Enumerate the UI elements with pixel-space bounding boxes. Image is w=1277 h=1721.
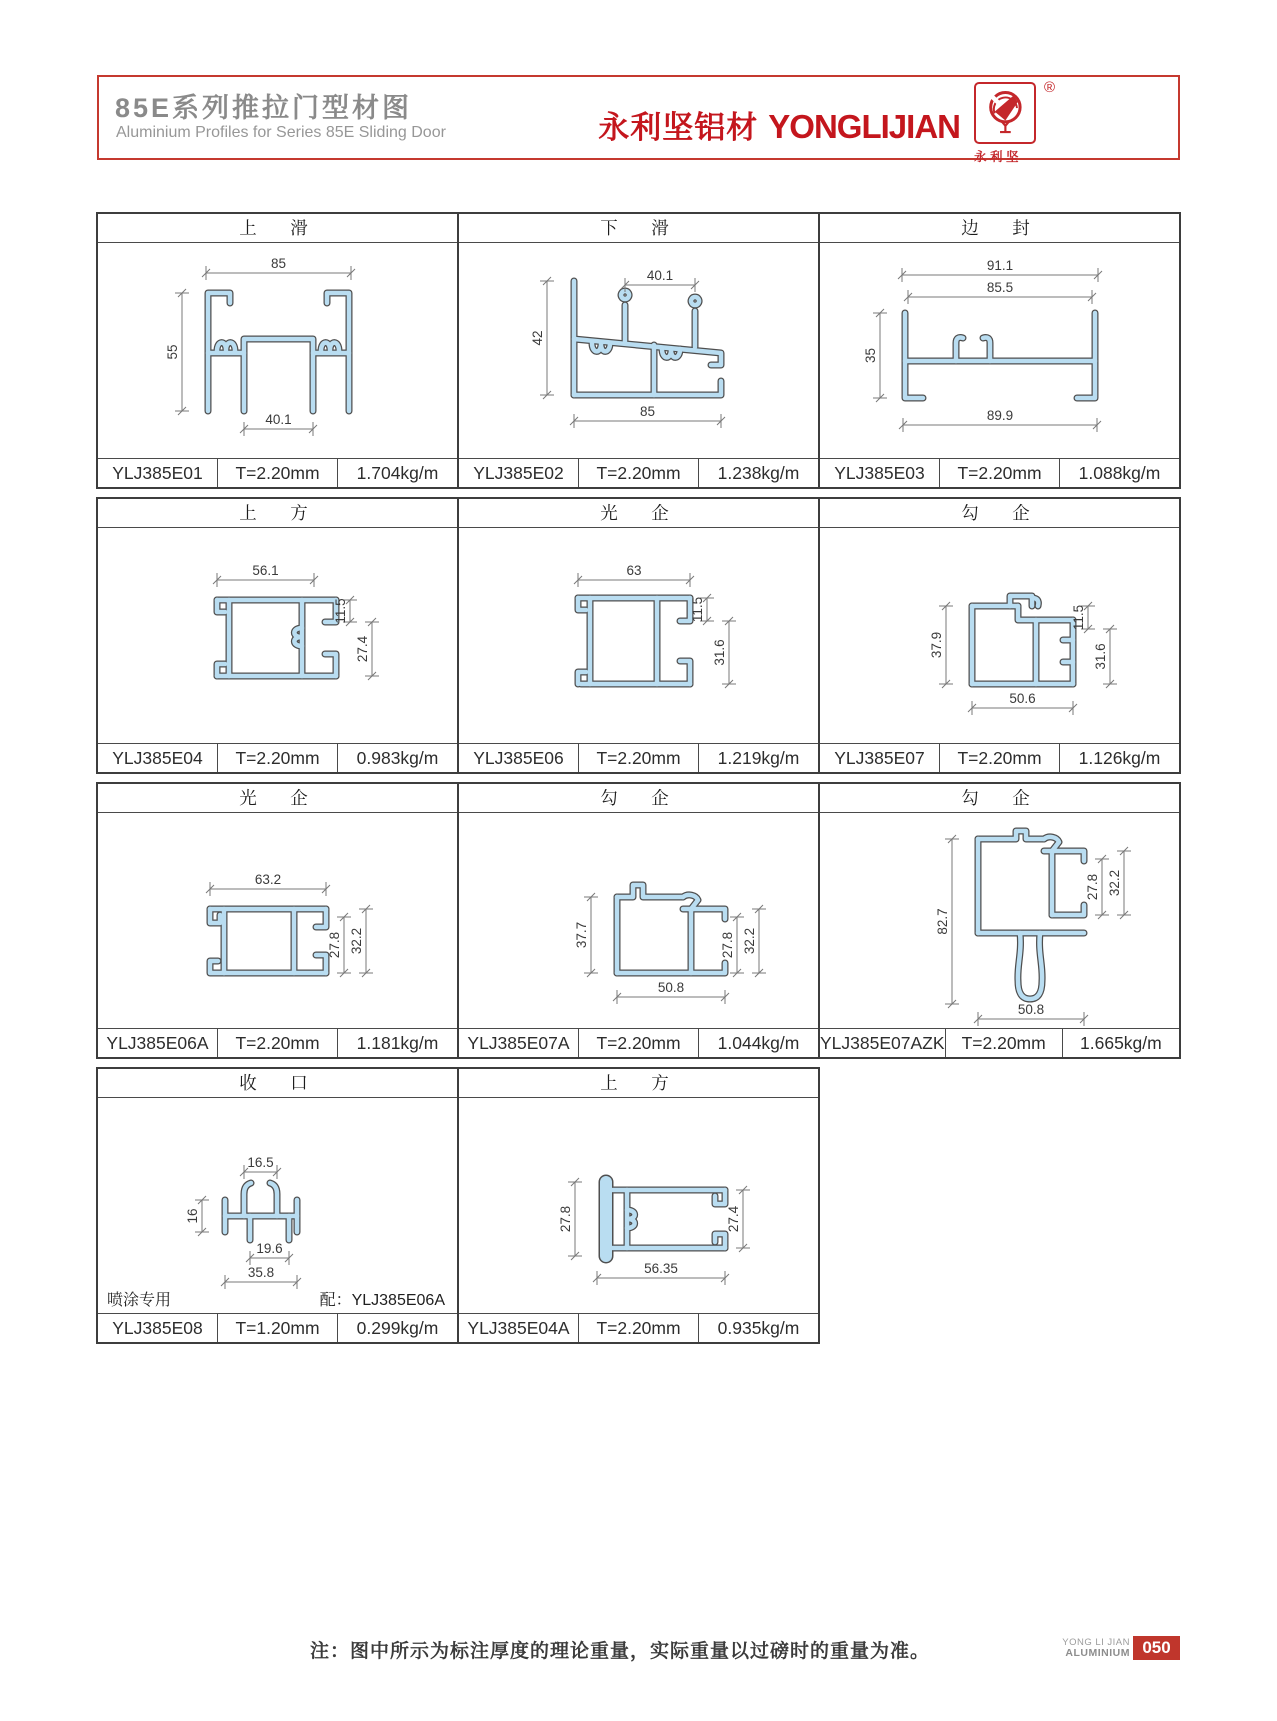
thickness-cell: T=1.20mm	[217, 1314, 337, 1342]
dimension-label: 89.9	[986, 408, 1014, 423]
dimension	[206, 872, 330, 896]
dimension-label: 91.1	[986, 258, 1014, 273]
dimension-label: 50.6	[1009, 691, 1036, 706]
dimension	[1071, 602, 1095, 633]
page-number-badge: 050	[1133, 1636, 1180, 1660]
profile-drawing-area	[459, 243, 818, 458]
dimension-label: 56.1	[252, 563, 279, 578]
model-cell: YLJ385E07AZK	[820, 1033, 945, 1053]
dimension	[613, 980, 729, 1004]
weight-cell: 1.665kg/m	[1062, 1029, 1179, 1057]
profile-drawing	[459, 1098, 818, 1314]
profile-block-ylj385e06a	[96, 782, 459, 1059]
weight-cell: 0.299kg/m	[337, 1314, 457, 1342]
dimension-label: 35	[863, 347, 878, 364]
dimension-label: 31.6	[712, 639, 727, 666]
logo-icon	[974, 82, 1036, 144]
weight-cell: 0.935kg/m	[698, 1314, 818, 1342]
footer-brand-line1: YONG LI JIAN	[1062, 1637, 1130, 1648]
dimension-label: 40.1	[265, 412, 292, 427]
profile-drawing-area	[459, 813, 818, 1028]
profile-drawing-area	[820, 528, 1179, 743]
page-subtitle: Aluminium Profiles for Series 85E Sliding Door	[116, 124, 446, 141]
dimension-label: 35.8	[247, 1265, 275, 1280]
thickness-cell: T=2.20mm	[217, 459, 337, 487]
dimension-label: 63.2	[254, 872, 282, 887]
dimension-label: 55	[165, 344, 180, 360]
thickness-cell: T=2.20mm	[578, 459, 698, 487]
dimension-label: 37.7	[574, 921, 589, 949]
dimension-label: 19.6	[256, 1241, 283, 1256]
brand-text: 永利坚铝材 YONGLIJIAN	[598, 108, 960, 145]
profile-block-ylj385e02	[457, 212, 820, 489]
dimension-label: 11.5	[690, 596, 705, 623]
dimension-label: 63	[626, 563, 642, 578]
dimension	[240, 412, 317, 436]
dimension-label: 27.8	[1085, 873, 1100, 901]
profile-drawing-area	[459, 1098, 818, 1313]
dimension	[712, 617, 736, 688]
model-cell: YLJ385E02	[473, 463, 564, 483]
dimension	[574, 563, 694, 587]
dimension	[690, 594, 714, 625]
profile-drawing-area	[820, 243, 1179, 458]
dimension	[904, 280, 1096, 304]
dimension	[726, 1186, 750, 1252]
dimension-label: 85.5	[986, 280, 1014, 295]
dimension	[349, 905, 373, 977]
profile-title: 光 企	[459, 499, 818, 528]
model-cell: YLJ385E04A	[467, 1318, 570, 1338]
yonglijian-logo	[974, 79, 1055, 165]
page-title: 85E系列推拉门型材图	[115, 93, 413, 123]
profile-drawing	[98, 528, 457, 744]
dimension-label: 32.2	[349, 927, 364, 955]
dimension-label: 16	[185, 1208, 200, 1224]
profile-drawing	[820, 243, 1179, 459]
dimension-label: 85	[639, 404, 656, 419]
thickness-cell: T=2.20mm	[945, 1029, 1062, 1057]
profile-title: 勾 企	[820, 784, 1179, 813]
profile-title: 边 封	[820, 214, 1179, 243]
weight-cell: 1.088kg/m	[1059, 459, 1179, 487]
dimension	[355, 618, 379, 680]
thickness-cell: T=2.20mm	[578, 744, 698, 772]
dimension	[1093, 625, 1117, 688]
dimension-label: 32.2	[742, 927, 757, 955]
dimension	[213, 563, 318, 587]
dimension	[974, 1002, 1088, 1026]
dimension-label: 27.8	[327, 931, 342, 959]
profile-title: 上 方	[459, 1069, 818, 1098]
weight-cell: 1.219kg/m	[698, 744, 818, 772]
model-cell: YLJ385E04	[112, 748, 203, 768]
dimension	[1085, 855, 1109, 919]
dimension	[899, 408, 1101, 432]
profile-block-ylj385e03	[818, 212, 1181, 489]
profile-drawing-area	[98, 243, 457, 458]
model-cell: YLJ385E01	[112, 463, 203, 483]
thickness-cell: T=2.20mm	[217, 744, 337, 772]
footer-note: 注：图中所示为标注厚度的理论重量，实际重量以过磅时的重量为准。	[310, 1641, 931, 1662]
profile-block-ylj385e07	[818, 497, 1181, 774]
dimension-label: 16.5	[247, 1155, 274, 1170]
profile-drawing-area	[459, 528, 818, 743]
dimension	[221, 1265, 301, 1289]
page-header	[97, 75, 1180, 164]
dimension	[202, 256, 355, 280]
dimension-label: 27.8	[720, 931, 735, 959]
thickness-cell: T=2.20mm	[578, 1029, 698, 1057]
dimension	[929, 602, 953, 688]
dimension	[185, 1196, 209, 1236]
dimension-label: 50.8	[657, 980, 685, 995]
profile-block-ylj385e06	[457, 497, 820, 774]
dimension	[570, 404, 725, 428]
thickness-cell: T=2.20mm	[578, 1314, 698, 1342]
model-cell: YLJ385E06	[473, 748, 564, 768]
model-cell: YLJ385E03	[834, 463, 925, 483]
weight-cell: 1.126kg/m	[1059, 744, 1179, 772]
dimension	[1107, 847, 1131, 919]
dimension	[327, 913, 351, 977]
profile-drawing	[459, 813, 818, 1029]
dimension	[621, 268, 699, 292]
weight-cell: 1.181kg/m	[337, 1029, 457, 1057]
dimension	[574, 893, 598, 977]
profile-drawing	[98, 813, 457, 1029]
thickness-cell: T=2.20mm	[939, 744, 1059, 772]
profile-drawing	[459, 243, 818, 459]
dimension-label: 31.6	[1093, 643, 1108, 670]
profile-title: 勾 企	[820, 499, 1179, 528]
pairing-note: 配：YLJ385E06A	[319, 1292, 445, 1309]
profile-block-ylj385e07azk	[818, 782, 1181, 1059]
profile-title: 上 滑	[98, 214, 457, 243]
dimension	[742, 905, 766, 977]
registered-mark: ®	[1043, 79, 1055, 96]
profile-title: 上 方	[98, 499, 457, 528]
profile-block-ylj385e07a	[457, 782, 820, 1059]
dimension	[240, 1155, 281, 1179]
dimension-label: 32.2	[1107, 869, 1122, 897]
weight-cell: 1.044kg/m	[698, 1029, 818, 1057]
profile-title: 勾 企	[459, 784, 818, 813]
dimension-label: 85	[270, 256, 287, 271]
dimension-label: 27.8	[558, 1205, 573, 1233]
dimension	[863, 309, 887, 402]
thickness-cell: T=2.20mm	[217, 1029, 337, 1057]
dimension-label: 11.5	[1071, 604, 1086, 631]
dimension	[593, 1261, 729, 1285]
profile-drawing-area	[98, 528, 457, 743]
dimension	[968, 691, 1077, 715]
profile-drawing	[820, 528, 1179, 744]
profile-block-ylj385e08	[96, 1067, 459, 1344]
profile-title: 光 企	[98, 784, 457, 813]
model-cell: YLJ385E06A	[106, 1033, 209, 1053]
dimension	[530, 277, 554, 399]
dimension-label: 27.4	[726, 1205, 741, 1233]
weight-cell: 1.704kg/m	[337, 459, 457, 487]
profile-drawing-area	[98, 813, 457, 1028]
dimension	[898, 258, 1102, 282]
profile-title: 收 口	[98, 1069, 457, 1098]
dimension-label: 82.7	[935, 908, 950, 935]
model-cell: YLJ385E07A	[467, 1033, 570, 1053]
footer-brand	[1038, 1637, 1130, 1659]
profile-drawing	[98, 243, 457, 459]
profile-drawing	[459, 528, 818, 744]
dimension	[333, 596, 357, 626]
dimension	[558, 1178, 582, 1260]
logo-caption: 永 利 坚	[974, 150, 1019, 164]
weight-cell: 1.238kg/m	[698, 459, 818, 487]
model-cell: YLJ385E07	[834, 748, 925, 768]
profile-block-ylj385e04	[96, 497, 459, 774]
dimension-label: 50.8	[1017, 1002, 1045, 1017]
profile-drawing	[98, 1098, 457, 1314]
profile-title: 下 滑	[459, 214, 818, 243]
dimension	[935, 835, 959, 1008]
profile-block-ylj385e01	[96, 212, 459, 489]
dimension-label: 42	[530, 330, 545, 346]
profile-block-ylj385e04a	[457, 1067, 820, 1344]
thickness-cell: T=2.20mm	[939, 459, 1059, 487]
profile-drawing-area	[98, 1098, 457, 1313]
dimension-label: 11.5	[333, 598, 348, 624]
dimension-label: 40.1	[646, 268, 674, 283]
dimension	[246, 1241, 293, 1265]
dimension-label: 56.35	[644, 1261, 678, 1276]
dimension	[165, 289, 189, 415]
usage-note: 喷涂专用	[107, 1292, 172, 1309]
dimension-label: 27.4	[355, 635, 370, 663]
weight-cell: 0.983kg/m	[337, 744, 457, 772]
dimension-label: 37.9	[929, 631, 944, 659]
profile-drawing	[820, 813, 1179, 1029]
profile-drawing-area	[820, 813, 1179, 1028]
footer-brand-line2: ALUMINIUM	[1065, 1647, 1130, 1659]
model-cell: YLJ385E08	[112, 1318, 203, 1338]
